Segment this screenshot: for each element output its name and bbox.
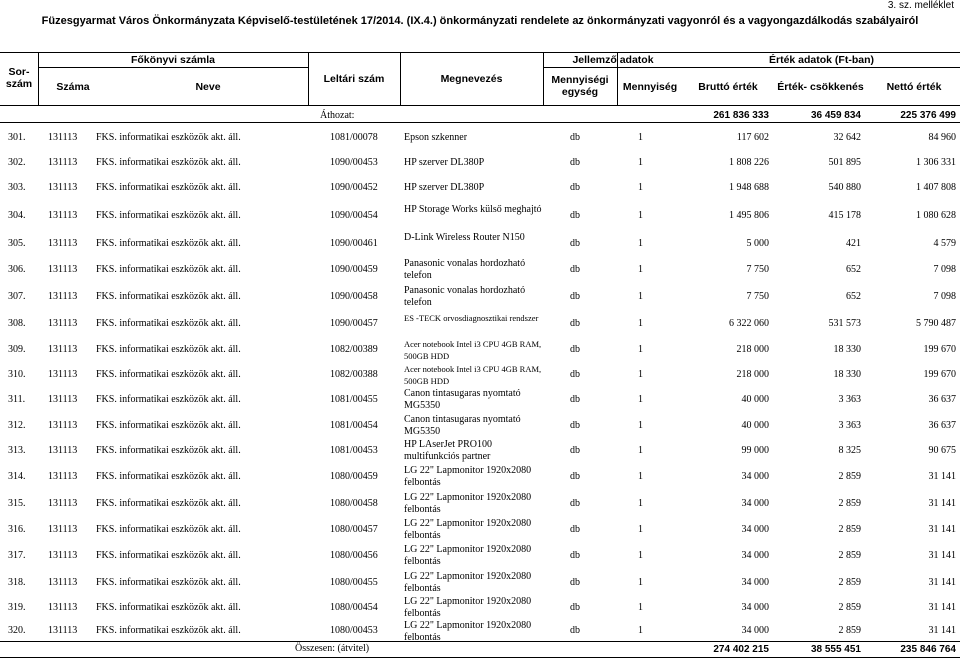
cell-sorszam: 302. xyxy=(8,157,26,168)
cell-netto: 7 098 xyxy=(933,263,956,275)
cell-csokkenes: 501 895 xyxy=(828,157,861,168)
cell-brutto: 1 808 226 xyxy=(729,157,769,168)
cell-neve: FKS. informatikai eszközök akt. áll. xyxy=(96,317,241,329)
cell-csokkenes: 415 178 xyxy=(828,210,861,221)
cell-neve: FKS. informatikai eszközök akt. áll. xyxy=(96,263,241,275)
cell-neve: FKS. informatikai eszközök akt. áll. xyxy=(96,471,241,482)
ertek-sub-border xyxy=(617,67,960,68)
cell-egyseg: db xyxy=(570,210,580,221)
cell-megnevezes: Epson szkenner xyxy=(404,131,468,143)
cell-megnevezes: LG 22" Lapmonitor 1920x2080 felbontás xyxy=(404,465,532,488)
cell-brutto: 7 750 xyxy=(746,263,769,275)
header-sorszam: Sor-szám xyxy=(5,66,33,90)
cell-egyseg: db xyxy=(570,157,580,168)
header-mennyisegi-egyseg: Mennyiségi egység xyxy=(551,74,609,98)
cell-csokkenes: 652 xyxy=(846,263,861,275)
cell-egyseg: db xyxy=(570,343,580,355)
cell-szama: 131113 xyxy=(48,576,78,588)
cell-neve: FKS. informatikai eszközök akt. áll. xyxy=(96,524,241,535)
cell-sorszam: 303. xyxy=(8,182,26,193)
header-netto: Nettó érték xyxy=(886,81,942,93)
cell-netto: 1 407 808 xyxy=(916,182,956,193)
cell-leltari: 1081/00453 xyxy=(330,445,378,456)
cell-netto: 36 637 xyxy=(928,394,956,405)
cell-sorszam: 311. xyxy=(8,394,26,405)
cell-egyseg: db xyxy=(570,368,580,380)
cell-neve: FKS. informatikai eszközök akt. áll. xyxy=(96,497,241,509)
cell-neve: FKS. informatikai eszközök akt. áll. xyxy=(96,210,241,221)
cell-netto: 199 670 xyxy=(923,343,956,355)
cell-mennyiseg: 1 xyxy=(638,290,643,302)
cell-mennyiseg: 1 xyxy=(638,471,643,482)
cell-egyseg: db xyxy=(570,317,580,329)
athozat-border xyxy=(0,122,960,123)
cell-megnevezes: Canon tintasugaras nyomtató MG5350 xyxy=(404,388,521,411)
cell-sorszam: 307. xyxy=(8,290,26,302)
cell-sorszam: 304. xyxy=(8,210,26,221)
cell-mennyiseg: 1 xyxy=(638,131,643,143)
cell-netto: 5 790 487 xyxy=(916,317,956,329)
document-title: Füzesgyarmat Város Önkormányzata Képviselő-testületének 17/2014. (IX.4.) önkormányzati rendelete az önkormányzati vagyonról és a vagyongazdálkodás szabályairól xyxy=(41,15,919,27)
cell-leltari: 1090/00457 xyxy=(330,317,378,329)
header-leltari: Leltári szám xyxy=(323,73,385,85)
cell-csokkenes: 3 363 xyxy=(838,394,861,405)
cell-megnevezes: LG 22" Lapmonitor 1920x2080 felbontás xyxy=(404,544,532,567)
total-csokkenes: 38 555 451 xyxy=(810,644,861,655)
cell-brutto: 40 000 xyxy=(741,419,769,431)
cell-sorszam: 315. xyxy=(8,497,26,509)
athozat-netto: 225 376 499 xyxy=(900,110,956,121)
cell-mennyiseg: 1 xyxy=(638,524,643,535)
cell-netto: 1 306 331 xyxy=(916,157,956,168)
cell-csokkenes: 2 859 xyxy=(838,471,861,482)
jellemzo-sub-border xyxy=(543,67,617,68)
cell-leltari: 1090/00454 xyxy=(330,210,378,221)
cell-leltari: 1081/00454 xyxy=(330,419,378,431)
athozat-label: Áthozat: xyxy=(320,110,355,121)
cell-megnevezes: LG 22" Lapmonitor 1920x2080 felbontás xyxy=(404,596,532,619)
cell-leltari: 1090/00452 xyxy=(330,182,378,193)
cell-csokkenes: 531 573 xyxy=(828,317,861,329)
cell-leltari: 1080/00457 xyxy=(330,524,378,535)
cell-megnevezes: HP Storage Works külső meghajtó xyxy=(404,204,542,215)
cell-neve: FKS. informatikai eszközök akt. áll. xyxy=(96,576,241,588)
cell-sorszam: 301. xyxy=(8,131,26,143)
cell-leltari: 1080/00455 xyxy=(330,576,378,588)
cell-sorszam: 318. xyxy=(8,576,26,588)
cell-leltari: 1080/00456 xyxy=(330,550,378,561)
cell-brutto: 6 322 060 xyxy=(729,317,769,329)
total-bottom-border xyxy=(0,657,960,658)
cell-neve: FKS. informatikai eszközök akt. áll. xyxy=(96,131,241,143)
cell-szama: 131113 xyxy=(48,343,78,355)
cell-brutto: 34 000 xyxy=(741,497,769,509)
cell-szama: 131113 xyxy=(48,419,78,431)
cell-csokkenes: 2 859 xyxy=(838,576,861,588)
cell-neve: FKS. informatikai eszközök akt. áll. xyxy=(96,290,241,302)
cell-megnevezes: HP LAserJet PRO100 multifunkciós partner xyxy=(404,439,492,462)
cell-netto: 31 141 xyxy=(928,471,956,482)
cell-megnevezes: Acer notebook Intel i3 CPU 4GB RAM, 500GB HDD xyxy=(404,363,542,386)
cell-brutto: 34 000 xyxy=(741,602,769,613)
cell-egyseg: db xyxy=(570,419,580,431)
cell-mennyiseg: 1 xyxy=(638,445,643,456)
cell-leltari: 1081/00078 xyxy=(330,131,378,143)
cell-brutto: 99 000 xyxy=(741,445,769,456)
header-neve: Neve xyxy=(195,81,221,93)
cell-szama: 131113 xyxy=(48,524,78,535)
cell-leltari: 1082/00388 xyxy=(330,368,378,380)
cell-megnevezes: LG 22" Lapmonitor 1920x2080 felbontás xyxy=(404,570,532,594)
cell-sorszam: 305. xyxy=(8,238,26,249)
cell-megnevezes: D-Link Wireless Router N150 xyxy=(404,232,525,243)
total-label: Összesen: (átvitel) xyxy=(295,643,370,654)
cell-leltari: 1080/00458 xyxy=(330,497,378,509)
cell-brutto: 34 000 xyxy=(741,471,769,482)
header-top-border xyxy=(0,52,960,53)
cell-szama: 131113 xyxy=(48,550,78,561)
cell-szama: 131113 xyxy=(48,602,78,613)
cell-netto: 31 141 xyxy=(928,576,956,588)
cell-megnevezes: LG 22" Lapmonitor 1920x2080 felbontás xyxy=(404,491,532,515)
cell-sorszam: 306. xyxy=(8,263,26,275)
cell-szama: 131113 xyxy=(48,624,78,636)
cell-egyseg: db xyxy=(570,182,580,193)
cell-egyseg: db xyxy=(570,497,580,509)
cell-mennyiseg: 1 xyxy=(638,263,643,275)
cell-megnevezes: Canon tintasugaras nyomtató MG5350 xyxy=(404,413,521,437)
cell-neve: FKS. informatikai eszközök akt. áll. xyxy=(96,624,241,636)
cell-szama: 131113 xyxy=(48,445,78,456)
cell-mennyiseg: 1 xyxy=(638,368,643,380)
total-netto: 235 846 764 xyxy=(900,644,956,655)
cell-csokkenes: 2 859 xyxy=(838,602,861,613)
cell-csokkenes: 3 363 xyxy=(838,419,861,431)
cell-egyseg: db xyxy=(570,445,580,456)
cell-neve: FKS. informatikai eszközök akt. áll. xyxy=(96,550,241,561)
cell-megnevezes: LG 22" Lapmonitor 1920x2080 felbontás xyxy=(404,620,532,643)
cell-leltari: 1090/00461 xyxy=(330,238,378,249)
cell-megnevezes: Panasonic vonalas hordozható telefon xyxy=(404,284,526,308)
cell-brutto: 1 495 806 xyxy=(729,210,769,221)
cell-csokkenes: 652 xyxy=(846,290,861,302)
cell-neve: FKS. informatikai eszközök akt. áll. xyxy=(96,182,241,193)
header-ertek-adatok: Érték adatok (Ft-ban) xyxy=(768,54,874,66)
cell-neve: FKS. informatikai eszközök akt. áll. xyxy=(96,238,241,249)
cell-megnevezes: Acer notebook Intel i3 CPU 4GB RAM, 500GB HDD xyxy=(404,338,542,361)
cell-csokkenes: 8 325 xyxy=(838,445,861,456)
cell-sorszam: 312. xyxy=(8,419,26,431)
cell-sorszam: 319. xyxy=(8,602,26,613)
cell-netto: 90 675 xyxy=(928,445,956,456)
cell-netto: 199 670 xyxy=(923,368,956,380)
header-jellemzo: Jellemző adatok xyxy=(572,54,654,66)
cell-netto: 4 579 xyxy=(933,238,956,249)
athozat-brutto: 261 836 333 xyxy=(713,110,769,121)
cell-brutto: 117 602 xyxy=(736,131,769,143)
cell-szama: 131113 xyxy=(48,497,78,509)
total-brutto: 274 402 215 xyxy=(713,644,769,655)
cell-sorszam: 314. xyxy=(8,471,26,482)
cell-brutto: 7 750 xyxy=(746,290,769,302)
cell-neve: FKS. informatikai eszközök akt. áll. xyxy=(96,157,241,168)
cell-sorszam: 320. xyxy=(8,624,26,636)
header-szama: Száma xyxy=(56,81,90,93)
header-csokkenes: Érték- csökkenés xyxy=(777,81,864,93)
cell-neve: FKS. informatikai eszközök akt. áll. xyxy=(96,394,241,405)
cell-egyseg: db xyxy=(570,550,580,561)
cell-megnevezes: HP szerver DL380P xyxy=(404,157,485,168)
athozat-csokkenes: 36 459 834 xyxy=(810,110,861,121)
cell-egyseg: db xyxy=(570,263,580,275)
cell-netto: 31 141 xyxy=(928,550,956,561)
header-brutto: Bruttó érték xyxy=(698,81,758,93)
cell-egyseg: db xyxy=(570,524,580,535)
cell-brutto: 218 000 xyxy=(736,343,769,355)
cell-csokkenes: 18 330 xyxy=(833,368,861,380)
cell-leltari: 1090/00453 xyxy=(330,157,378,168)
cell-leltari: 1082/00389 xyxy=(330,343,378,355)
cell-mennyiseg: 1 xyxy=(638,238,643,249)
cell-szama: 131113 xyxy=(48,182,78,193)
cell-brutto: 34 000 xyxy=(741,524,769,535)
cell-szama: 131113 xyxy=(48,263,78,275)
cell-csokkenes: 18 330 xyxy=(833,343,861,355)
cell-egyseg: db xyxy=(570,131,580,143)
header-megnevezes: Megnevezés xyxy=(440,73,503,85)
cell-egyseg: db xyxy=(570,290,580,302)
cell-egyseg: db xyxy=(570,394,580,405)
cell-szama: 131113 xyxy=(48,157,78,168)
cell-leltari: 1090/00459 xyxy=(330,263,378,275)
header-fokonyvi: Főkönyvi számla xyxy=(130,54,216,66)
cell-leltari: 1090/00458 xyxy=(330,290,378,302)
cell-mennyiseg: 1 xyxy=(638,550,643,561)
cell-netto: 31 141 xyxy=(928,497,956,509)
cell-egyseg: db xyxy=(570,471,580,482)
cell-brutto: 218 000 xyxy=(736,368,769,380)
cell-megnevezes: LG 22" Lapmonitor 1920x2080 felbontás xyxy=(404,518,532,541)
cell-egyseg: db xyxy=(570,238,580,249)
cell-mennyiseg: 1 xyxy=(638,602,643,613)
cell-netto: 36 637 xyxy=(928,419,956,431)
cell-szama: 131113 xyxy=(48,317,78,329)
cell-sorszam: 317. xyxy=(8,550,26,561)
cell-netto: 1 080 628 xyxy=(916,210,956,221)
cell-szama: 131113 xyxy=(48,210,78,221)
cell-csokkenes: 540 880 xyxy=(828,182,861,193)
cell-mennyiseg: 1 xyxy=(638,343,643,355)
cell-szama: 131113 xyxy=(48,290,78,302)
cell-neve: FKS. informatikai eszközök akt. áll. xyxy=(96,343,241,355)
cell-megnevezes: Panasonic vonalas hordozható telefon xyxy=(404,257,526,281)
cell-netto: 31 141 xyxy=(928,602,956,613)
cell-neve: FKS. informatikai eszközök akt. áll. xyxy=(96,368,241,380)
cell-mennyiseg: 1 xyxy=(638,419,643,431)
cell-megnevezes: ES -TECK orvosdiagnosztikai rendszer xyxy=(404,312,539,323)
cell-mennyiseg: 1 xyxy=(638,497,643,509)
annex-label: 3. sz. melléklet xyxy=(887,0,954,11)
cell-sorszam: 313. xyxy=(8,445,26,456)
cell-csokkenes: 2 859 xyxy=(838,624,861,636)
cell-mennyiseg: 1 xyxy=(638,157,643,168)
cell-egyseg: db xyxy=(570,576,580,588)
cell-egyseg: db xyxy=(570,624,580,636)
cell-mennyiseg: 1 xyxy=(638,317,643,329)
cell-mennyiseg: 1 xyxy=(638,210,643,221)
cell-netto: 31 141 xyxy=(928,624,956,636)
cell-brutto: 1 948 688 xyxy=(729,182,769,193)
cell-sorszam: 309. xyxy=(8,343,26,355)
cell-mennyiseg: 1 xyxy=(638,624,643,636)
cell-sorszam: 308. xyxy=(8,317,26,329)
cell-csokkenes: 32 642 xyxy=(833,131,861,143)
cell-szama: 131113 xyxy=(48,131,78,143)
cell-sorszam: 310. xyxy=(8,368,26,380)
cell-brutto: 40 000 xyxy=(741,394,769,405)
cell-leltari: 1080/00454 xyxy=(330,602,378,613)
cell-brutto: 34 000 xyxy=(741,624,769,636)
cell-netto: 84 960 xyxy=(928,131,956,143)
cell-megnevezes: HP szerver DL380P xyxy=(404,182,485,193)
cell-netto: 31 141 xyxy=(928,524,956,535)
cell-leltari: 1080/00459 xyxy=(330,471,378,482)
cell-leltari: 1081/00455 xyxy=(330,394,378,405)
cell-brutto: 5 000 xyxy=(746,238,769,249)
cell-csokkenes: 2 859 xyxy=(838,524,861,535)
cell-egyseg: db xyxy=(570,602,580,613)
cell-neve: FKS. informatikai eszközök akt. áll. xyxy=(96,602,241,613)
cell-csokkenes: 421 xyxy=(846,238,861,249)
header-mennyiseg: Mennyiség xyxy=(622,81,678,93)
cell-csokkenes: 2 859 xyxy=(838,497,861,509)
cell-sorszam: 316. xyxy=(8,524,26,535)
cell-mennyiseg: 1 xyxy=(638,576,643,588)
cell-brutto: 34 000 xyxy=(741,550,769,561)
cell-neve: FKS. informatikai eszközök akt. áll. xyxy=(96,419,241,431)
cell-szama: 131113 xyxy=(48,368,78,380)
cell-mennyiseg: 1 xyxy=(638,394,643,405)
cell-mennyiseg: 1 xyxy=(638,182,643,193)
cell-neve: FKS. informatikai eszközök akt. áll. xyxy=(96,445,241,456)
total-top-border xyxy=(0,641,960,642)
cell-brutto: 34 000 xyxy=(741,576,769,588)
header-bottom-border xyxy=(0,105,960,106)
cell-szama: 131113 xyxy=(48,238,78,249)
fokonyvi-sub-border xyxy=(38,67,308,68)
cell-szama: 131113 xyxy=(48,394,78,405)
cell-szama: 131113 xyxy=(48,471,78,482)
cell-netto: 7 098 xyxy=(933,290,956,302)
cell-leltari: 1080/00453 xyxy=(330,624,378,636)
cell-csokkenes: 2 859 xyxy=(838,550,861,561)
